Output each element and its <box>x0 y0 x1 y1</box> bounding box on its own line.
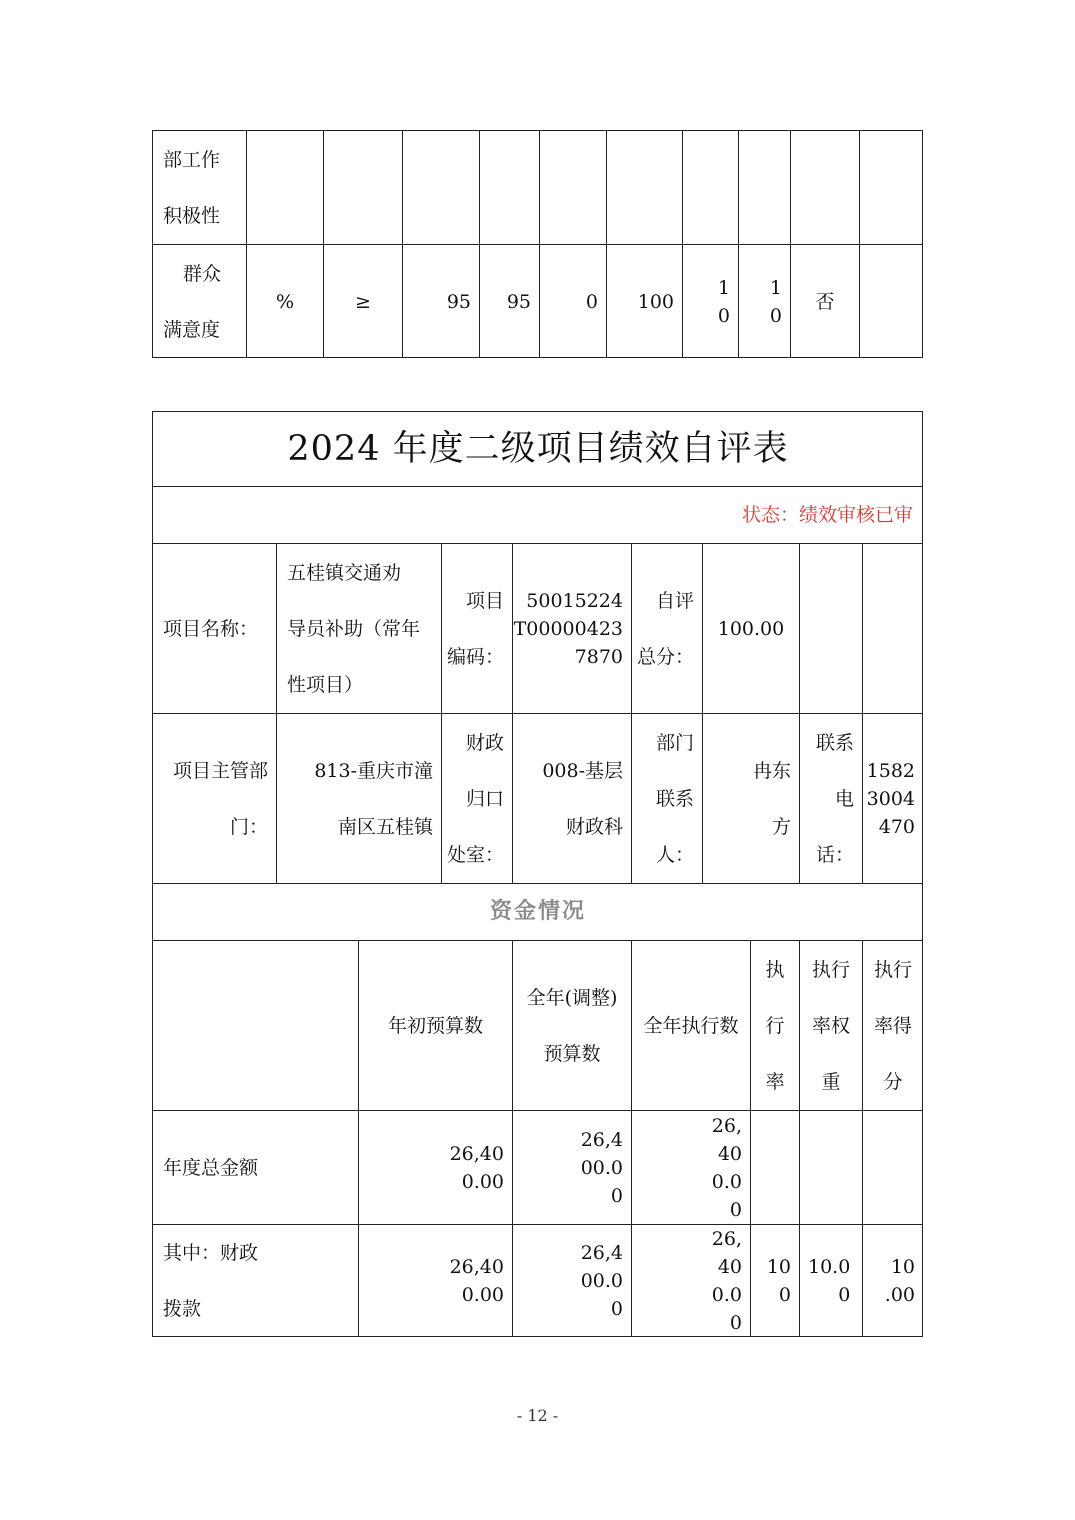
funds-row-weight: 10.0 0 <box>799 1224 862 1337</box>
empty-cell <box>402 130 479 244</box>
funds-row-initial: 26,40 0.00 <box>358 1224 512 1337</box>
funds-row-rate: 10 0 <box>750 1224 799 1337</box>
self-score-value: 100.00 <box>702 543 799 713</box>
exec-rate-header: 执 行 率 <box>750 940 799 1110</box>
indicator-line: 满意度 <box>163 318 221 341</box>
indicator-cell <box>152 244 246 358</box>
empty-cell <box>606 130 682 244</box>
contact-label: 部门 联系 人： <box>631 713 702 883</box>
funds-row-score: 10 .00 <box>862 1224 923 1337</box>
indicator-line: 群众 <box>183 262 222 285</box>
funds-row-score <box>862 1110 923 1224</box>
initial-budget-header: 年初预算数 <box>358 940 512 1110</box>
funds-row-executed: 26, 40 0.0 0 <box>631 1110 750 1224</box>
empty-cell <box>859 244 923 358</box>
funds-row-adjusted: 26,4 00.0 0 <box>512 1110 631 1224</box>
funds-row-label: 其中：财政 拨款 <box>152 1224 358 1337</box>
dept-value: 813-重庆市潼 南区五桂镇 <box>276 713 441 883</box>
empty-cell <box>738 130 790 244</box>
indicator-cell <box>152 130 246 244</box>
target-cell: 95 <box>402 244 479 358</box>
form-title: 2024 年度二级项目绩效自评表 <box>152 411 923 486</box>
project-name-label: 项目名称： <box>152 543 276 713</box>
funds-section-title: 资金情况 <box>152 883 923 940</box>
empty-cell <box>799 543 862 713</box>
empty-cell <box>539 130 606 244</box>
status-text: 状态：绩效审核已审 <box>152 486 923 543</box>
funds-row-label: 年度总金额 <box>152 1110 358 1224</box>
operator-cell: ≥ <box>323 244 402 358</box>
executed-header: 全年执行数 <box>631 940 750 1110</box>
empty-cell <box>859 130 923 244</box>
empty-cell <box>682 130 738 244</box>
contact-value: 冉东 方 <box>702 713 799 883</box>
adjusted-budget-header: 全年(调整) 预算数 <box>512 940 631 1110</box>
flag-cell: 否 <box>790 244 859 358</box>
unit-cell: % <box>246 244 323 358</box>
actual-cell: 95 <box>479 244 539 358</box>
empty-cell <box>152 940 358 1110</box>
page-number: - 12 - <box>516 1406 559 1425</box>
deviation-cell: 0 <box>539 244 606 358</box>
empty-cell <box>479 130 539 244</box>
funds-row-executed: 26, 40 0.0 0 <box>631 1224 750 1337</box>
weight-cell: 1 0 <box>682 244 738 358</box>
empty-cell <box>246 130 323 244</box>
indicator-line: 积极性 <box>163 204 221 227</box>
project-name-value: 五桂镇交通劝 导员补助（常年 性项目） <box>276 543 441 713</box>
completion-cell: 100 <box>606 244 682 358</box>
finance-office-value: 008-基层 财政科 <box>512 713 631 883</box>
rate-score-header: 执行 率得 分 <box>862 940 923 1110</box>
funds-row-adjusted: 26,4 00.0 0 <box>512 1224 631 1337</box>
empty-cell <box>323 130 402 244</box>
score-cell: 1 0 <box>738 244 790 358</box>
dept-label: 项目主管部 门： <box>152 713 276 883</box>
finance-office-label: 财政 归口 处室： <box>441 713 512 883</box>
project-code-label: 项目 编码： <box>441 543 512 713</box>
phone-value: 1582 3004 470 <box>862 713 923 883</box>
empty-cell <box>862 543 923 713</box>
empty-cell <box>790 130 859 244</box>
self-score-label: 自评 总分： <box>631 543 702 713</box>
funds-row-weight <box>799 1110 862 1224</box>
rate-weight-header: 执行 率权 重 <box>799 940 862 1110</box>
funds-row-rate <box>750 1110 799 1224</box>
funds-row-initial: 26,40 0.00 <box>358 1110 512 1224</box>
indicator-line: 部工作 <box>163 148 221 171</box>
phone-label: 联系 电 话： <box>799 713 862 883</box>
project-code-value: 50015224 T00000423 7870 <box>512 543 631 713</box>
